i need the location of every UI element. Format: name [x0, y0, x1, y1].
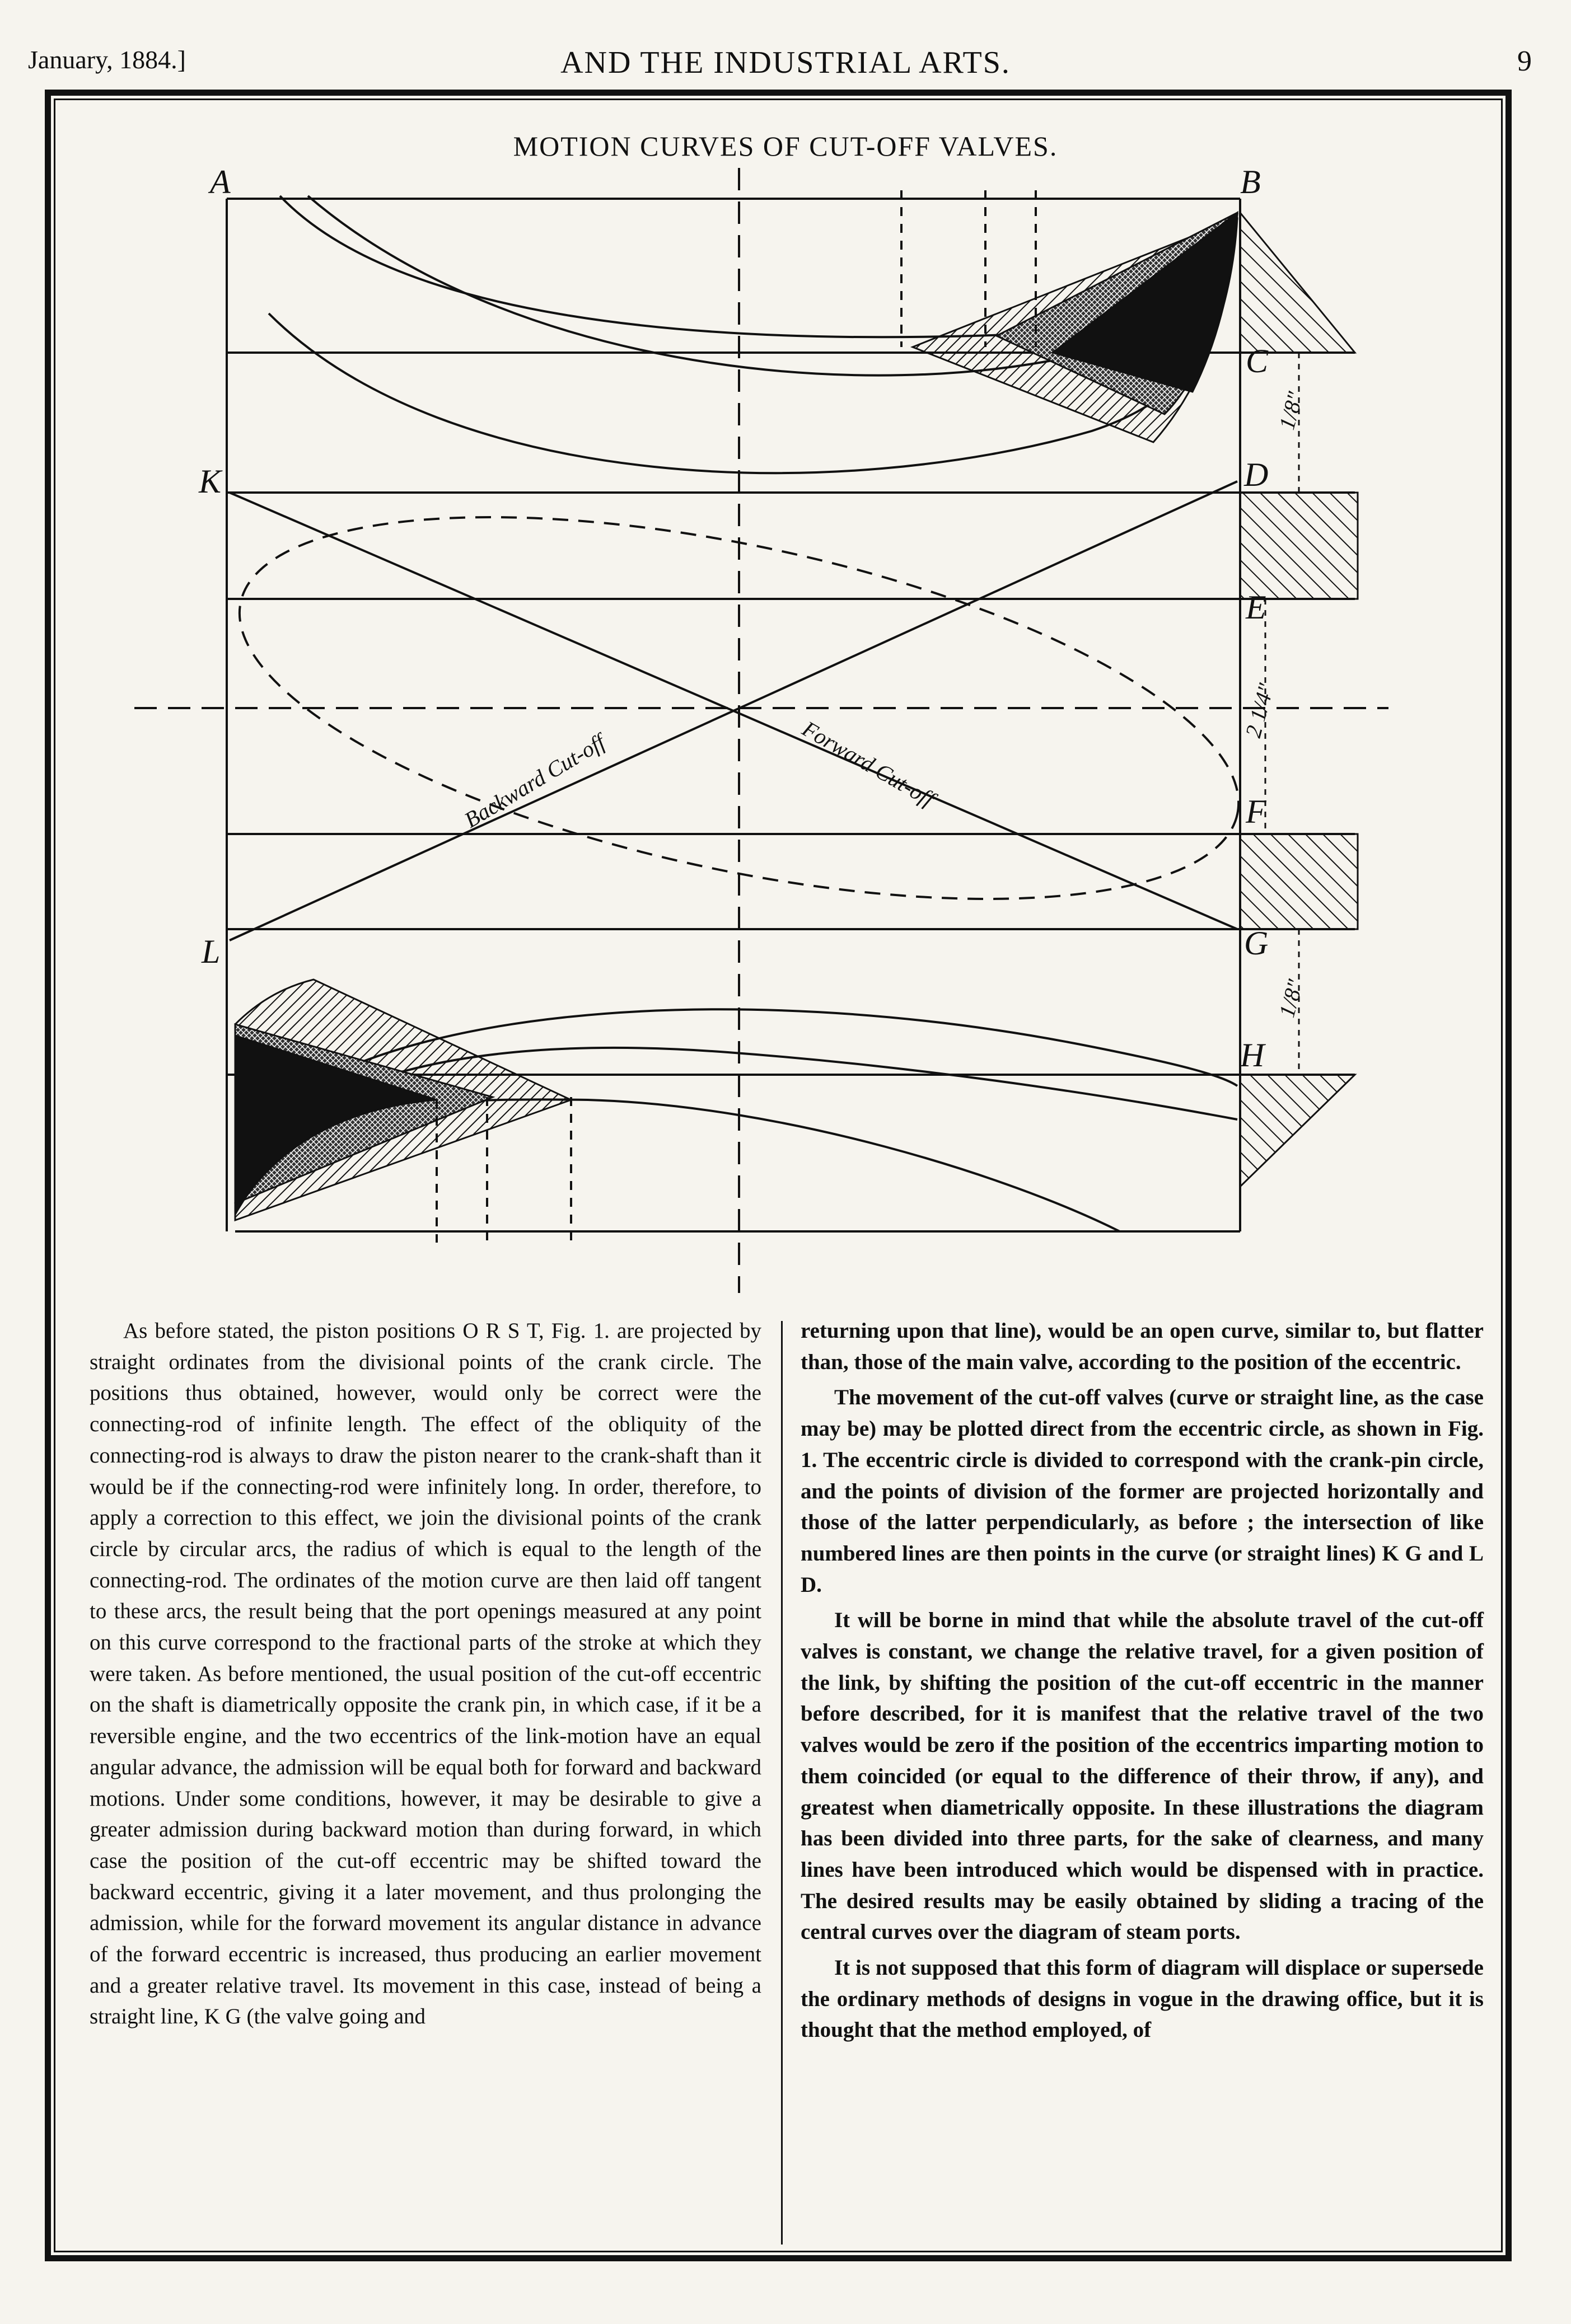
dimension-lower: 1/8"	[1274, 977, 1308, 1020]
label-e: E	[1246, 589, 1266, 626]
label-k: K	[199, 463, 222, 500]
right-column-paragraph-1: returning upon that line), would be an open curve, similar to, but flatter than, those of the main valve, according to the position of the eccentric.	[801, 1319, 1484, 1374]
lower-shaded-wedge	[235, 980, 571, 1220]
running-header-title: AND THE INDUSTRIAL ARTS.	[560, 45, 1011, 80]
label-h: H	[1240, 1037, 1265, 1074]
forward-cut-off-label: Forward Cut-off	[798, 715, 939, 812]
label-a: A	[210, 163, 231, 200]
dimension-upper: 1/8"	[1274, 389, 1308, 433]
left-column-paragraph: As before stated, the piston positions O R S T, Fig. 1. are projected by straight ordinates from the divisional points of the crank circle. The positions thus obtained, however, would only be correct were the connecting-rod of infinite length. The effect of the obliquity of the connecting-rod is always to draw the piston nearer to the crank-shaft than it would be if the connecting-rod were infinitely long. In order, therefore, to apply a correction to this effect, we join the divisional points of the crank circle by circular arcs, the radius of which is equal to the length of the connecting-rod. The ordinates of the motion curve are then laid off tangent to these arcs, the result being that the port openings measured at any point on this curve correspond to the fractional parts of the stroke at which they were taken. As before mentioned, the usual position of the cut-off eccentric on the shaft is diametrically opposite the crank pin, in which case, if it be a reversible engine, and the two eccentrics of the link-motion have an equal angular advance, the admission will be equal both for forward and backward motions. Under some conditions, however, it may be desirable to give a greater admission during backward motion than during forward, in which case the position of the cut-off eccentric may be shifted toward the backward eccentric, giving it a later movement, and thus prolonging the admission, while for the forward movement its angular distance in advance of the forward eccentric is increased, thus producing an earlier movement and a greater relative travel. Its movement in this case, instead of being a straight line, K G (the valve going and	[90, 1319, 761, 2029]
label-l: L	[202, 933, 221, 970]
diagram-title: MOTION CURVES OF CUT-OFF VALVES.	[513, 130, 1058, 162]
label-b: B	[1240, 163, 1261, 200]
label-d: D	[1244, 456, 1269, 493]
right-column-paragraph-4: It is not supposed that this form of diagram will displace or supersede the ordinary methods of designs in vogue in the drawing office, but it is thought that the method employed, of	[801, 1956, 1484, 2042]
port-lines	[227, 353, 1355, 1075]
right-column-paragraph-2: The movement of the cut-off valves (curve or straight line, as the case may be) may be plotted direct from the eccentric circle, as shown in Fig. 1. The eccentric circle is divided to correspond with the crank-pin circle, and the points of division of the former are projected horizontally and those of the latter perpendicularly, as before ; the intersection of like numbered lines are then points in the curve (or straight lines) K G and L D.	[801, 1385, 1484, 1597]
body-column-right	[801, 1315, 1484, 2046]
right-column-paragraph-3: It will be borne in mind that while the absolute travel of the cut-off valves is constant, we change the relative travel, for a given position of the link, by shifting the position of the cut-off eccentric in the manner before described, for it is manifest that the relative travel of the two valves would be zero if the position of the eccentrics imparting motion to them coincided (or equal to the difference of their throw, if any), and greatest when diametrically opposite. In these illustrations the diagram has been divided into three parts, for the sake of clearness, and many lines have been introduced which would be dispensed with in practice. The desired results may be easily obtained by sliding a tracing of the central curves over the diagram of steam ports.	[801, 1608, 1484, 1945]
label-f: F	[1246, 793, 1266, 830]
label-c: C	[1246, 343, 1269, 379]
body-column-left	[90, 1315, 761, 2032]
upper-shaded-wedge	[913, 213, 1237, 442]
backward-cut-off-label: Backward Cut-off	[460, 729, 610, 833]
cut-off-lines	[230, 481, 1237, 940]
page-number: 9	[1517, 45, 1532, 77]
running-header-date: January, 1884.]	[28, 45, 186, 74]
dimension-middle: 2 1/4"	[1240, 681, 1279, 741]
label-g: G	[1244, 925, 1269, 962]
column-divider	[781, 1321, 783, 2245]
